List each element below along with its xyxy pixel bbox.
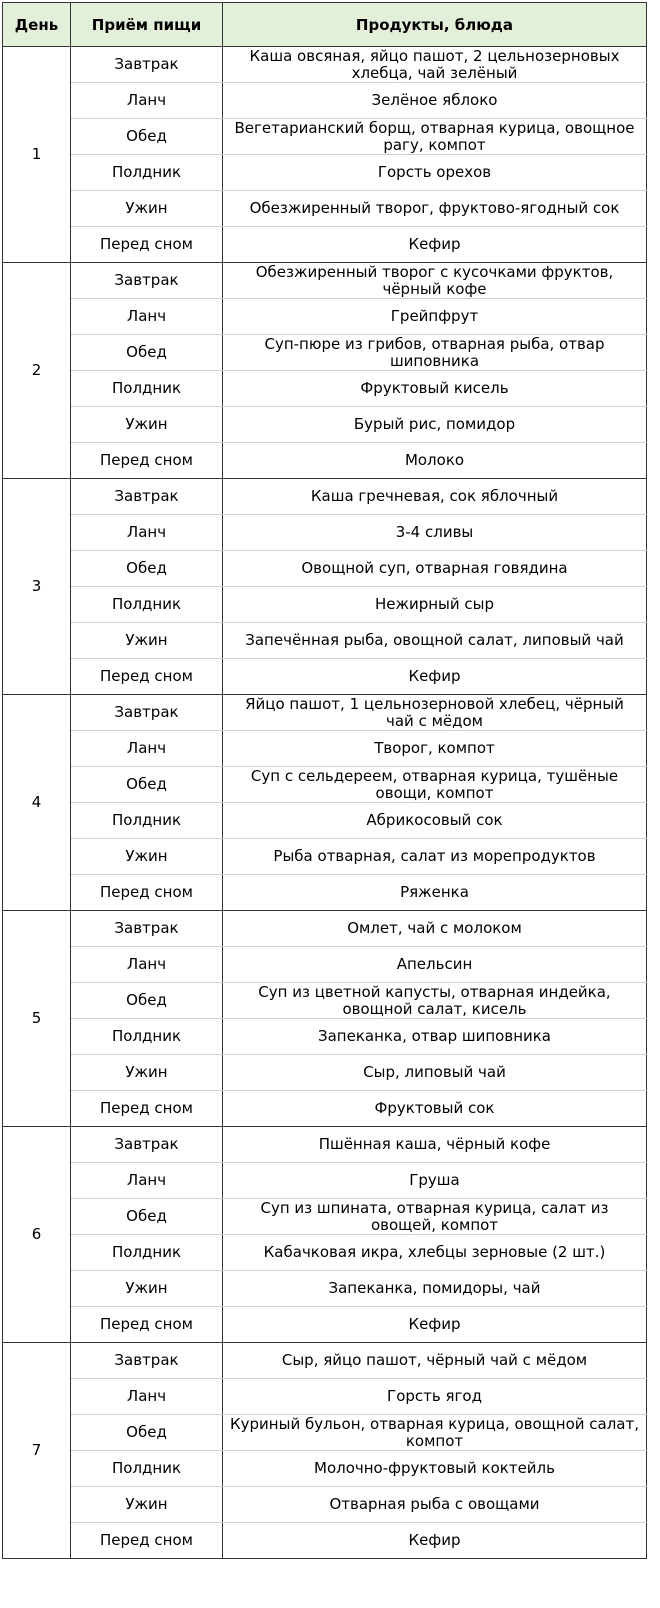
table-row (3, 659, 647, 695)
day-number-cell: 3 (3, 479, 71, 695)
food-cell: Суп-пюре из грибов, отварная рыба, отвар шиповника (223, 335, 647, 371)
meal-cell: Ланч (71, 83, 223, 119)
table-row (3, 911, 647, 947)
meal-cell: Перед сном (71, 659, 223, 695)
meal-cell: Ужин (71, 1055, 223, 1091)
meal-cell: Полдник (71, 371, 223, 407)
meal-cell: Ужин (71, 1271, 223, 1307)
food-cell: Бурый рис, помидор (223, 407, 647, 443)
meal-cell: Ланч (71, 1163, 223, 1199)
day-number-cell: 2 (3, 263, 71, 479)
meal-cell: Обед (71, 983, 223, 1019)
food-cell: Куриный бульон, отварная курица, овощной салат, компот (223, 1415, 647, 1451)
header-food: Продукты, блюда (223, 3, 647, 47)
table-row (3, 1451, 647, 1487)
food-cell: Груша (223, 1163, 647, 1199)
meal-cell: Полдник (71, 803, 223, 839)
table-row (3, 407, 647, 443)
food-cell: Абрикосовый сок (223, 803, 647, 839)
food-cell: Сыр, яйцо пашот, чёрный чай с мёдом (223, 1343, 647, 1379)
table-row (3, 731, 647, 767)
food-cell: Молоко (223, 443, 647, 479)
table-row (3, 623, 647, 659)
table-row (3, 1415, 647, 1451)
meal-cell: Ланч (71, 1379, 223, 1415)
food-cell: Суп из шпината, отварная курица, салат из овощей, компот (223, 1199, 647, 1235)
day-number-cell: 1 (3, 47, 71, 263)
table-row (3, 263, 647, 299)
food-cell: Обезжиренный творог, фруктово-ягодный сок (223, 191, 647, 227)
table-row (3, 695, 647, 731)
header-day: День (3, 3, 71, 47)
day-number-cell: 7 (3, 1343, 71, 1559)
meal-cell: Перед сном (71, 1307, 223, 1343)
food-cell: Фруктовый сок (223, 1091, 647, 1127)
table-row (3, 1091, 647, 1127)
meal-cell: Полдник (71, 1235, 223, 1271)
food-cell: 3-4 сливы (223, 515, 647, 551)
table-row (3, 443, 647, 479)
food-cell: Каша гречневая, сок яблочный (223, 479, 647, 515)
food-cell: Кефир (223, 1307, 647, 1343)
meal-cell: Завтрак (71, 1127, 223, 1163)
food-cell: Апельсин (223, 947, 647, 983)
day-number-cell: 6 (3, 1127, 71, 1343)
table-row (3, 839, 647, 875)
food-cell: Рыба отварная, салат из морепродуктов (223, 839, 647, 875)
meal-cell: Ужин (71, 1487, 223, 1523)
meal-cell: Завтрак (71, 1343, 223, 1379)
meal-cell: Полдник (71, 587, 223, 623)
table-row (3, 1199, 647, 1235)
table-row (3, 515, 647, 551)
meal-cell: Ланч (71, 515, 223, 551)
food-cell: Творог, компот (223, 731, 647, 767)
table-row (3, 371, 647, 407)
table-row (3, 1307, 647, 1343)
food-cell: Запеканка, отвар шиповника (223, 1019, 647, 1055)
food-cell: Кефир (223, 227, 647, 263)
meal-cell: Перед сном (71, 443, 223, 479)
meal-cell: Ужин (71, 191, 223, 227)
food-cell: Нежирный сыр (223, 587, 647, 623)
table-row (3, 551, 647, 587)
table-row (3, 1163, 647, 1199)
food-cell: Запечённая рыба, овощной салат, липовый чай (223, 623, 647, 659)
table-row (3, 767, 647, 803)
food-cell: Кефир (223, 659, 647, 695)
table-row (3, 1127, 647, 1163)
meal-cell: Завтрак (71, 911, 223, 947)
meal-cell: Завтрак (71, 263, 223, 299)
table-row (3, 587, 647, 623)
table-row (3, 1523, 647, 1559)
meal-cell: Полдник (71, 1019, 223, 1055)
table-row (3, 875, 647, 911)
table-row (3, 983, 647, 1019)
food-cell: Суп из цветной капусты, отварная индейка, овощной салат, кисель (223, 983, 647, 1019)
food-cell: Кефир (223, 1523, 647, 1559)
meal-cell: Ланч (71, 947, 223, 983)
table-row (3, 1235, 647, 1271)
table-row (3, 119, 647, 155)
food-cell: Вегетарианский борщ, отварная курица, овощное рагу, компот (223, 119, 647, 155)
food-cell: Обезжиренный творог с кусочками фруктов, чёрный кофе (223, 263, 647, 299)
food-cell: Сыр, липовый чай (223, 1055, 647, 1091)
meal-cell: Завтрак (71, 695, 223, 731)
food-cell: Яйцо пашот, 1 цельнозерновой хлебец, чёрный чай с мёдом (223, 695, 647, 731)
food-cell: Каша овсяная, яйцо пашот, 2 цельнозерновых хлебца, чай зелёный (223, 47, 647, 83)
meal-cell: Обед (71, 767, 223, 803)
meal-cell: Завтрак (71, 479, 223, 515)
day-number-cell: 5 (3, 911, 71, 1127)
meal-cell: Полдник (71, 155, 223, 191)
meal-cell: Обед (71, 119, 223, 155)
food-cell: Пшённая каша, чёрный кофе (223, 1127, 647, 1163)
header-meal: Приём пищи (71, 3, 223, 47)
table-row (3, 479, 647, 515)
meal-cell: Перед сном (71, 1091, 223, 1127)
food-cell: Отварная рыба с овощами (223, 1487, 647, 1523)
meal-cell: Перед сном (71, 875, 223, 911)
meal-cell: Перед сном (71, 1523, 223, 1559)
meal-cell: Завтрак (71, 47, 223, 83)
food-cell: Суп с сельдереем, отварная курица, тушёные овощи, компот (223, 767, 647, 803)
table-row (3, 299, 647, 335)
table-row (3, 1055, 647, 1091)
meal-cell: Ужин (71, 407, 223, 443)
table-row (3, 1343, 647, 1379)
table-row (3, 1487, 647, 1523)
food-cell: Зелёное яблоко (223, 83, 647, 119)
food-cell: Запеканка, помидоры, чай (223, 1271, 647, 1307)
food-cell: Фруктовый кисель (223, 371, 647, 407)
table-body (3, 47, 647, 1559)
food-cell: Овощной суп, отварная говядина (223, 551, 647, 587)
food-cell: Горсть орехов (223, 155, 647, 191)
meal-cell: Обед (71, 551, 223, 587)
table-row (3, 947, 647, 983)
table-row (3, 335, 647, 371)
header-row (3, 3, 647, 47)
food-cell: Горсть ягод (223, 1379, 647, 1415)
day-number-cell: 4 (3, 695, 71, 911)
table-row (3, 83, 647, 119)
meal-cell: Ланч (71, 299, 223, 335)
table-row (3, 1019, 647, 1055)
food-cell: Молочно-фруктовый коктейль (223, 1451, 647, 1487)
food-cell: Грейпфрут (223, 299, 647, 335)
table-row (3, 227, 647, 263)
meal-cell: Полдник (71, 1451, 223, 1487)
table-row (3, 1271, 647, 1307)
meal-cell: Ланч (71, 731, 223, 767)
diet-table (2, 2, 647, 1559)
table-row (3, 803, 647, 839)
food-cell: Омлет, чай с молоком (223, 911, 647, 947)
table-row (3, 1379, 647, 1415)
meal-cell: Обед (71, 1199, 223, 1235)
meal-cell: Перед сном (71, 227, 223, 263)
table-row (3, 155, 647, 191)
food-cell: Кабачковая икра, хлебцы зерновые (2 шт.) (223, 1235, 647, 1271)
meal-cell: Обед (71, 335, 223, 371)
table-row (3, 47, 647, 83)
table-row (3, 191, 647, 227)
meal-cell: Ужин (71, 839, 223, 875)
food-cell: Ряженка (223, 875, 647, 911)
meal-cell: Ужин (71, 623, 223, 659)
meal-cell: Обед (71, 1415, 223, 1451)
